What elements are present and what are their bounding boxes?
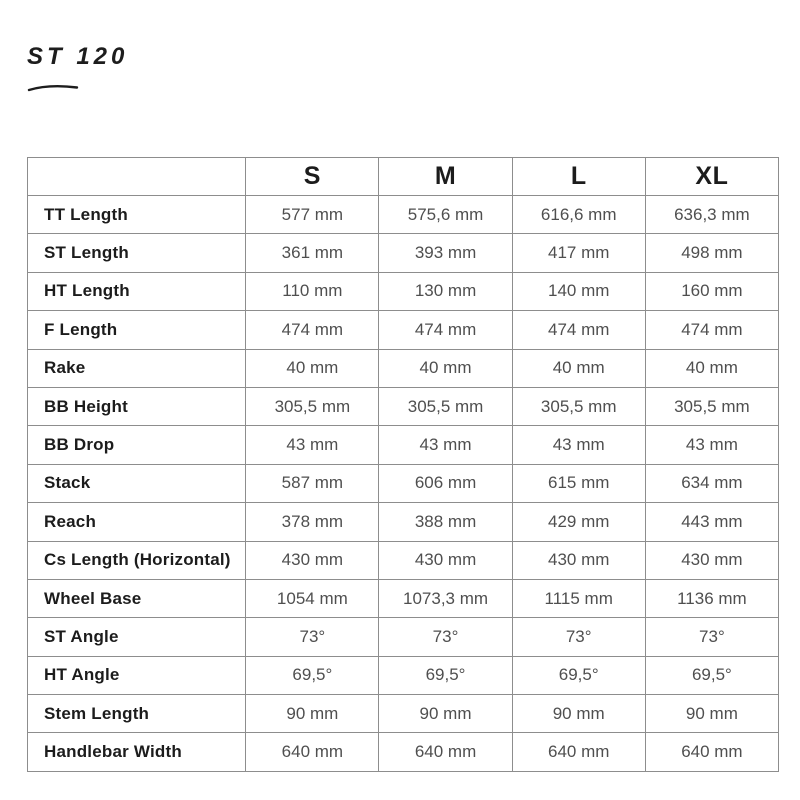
spec-value: 69,5° [379, 656, 512, 694]
spec-row-wheel-base [28, 579, 779, 617]
spec-row-f-length [28, 311, 779, 349]
spec-value: 640 mm [645, 733, 778, 771]
spec-label: Stem Length [28, 695, 246, 733]
size-header-xl: XL [645, 158, 778, 196]
spec-value: 305,5 mm [512, 387, 645, 425]
spec-row-st-angle [28, 618, 779, 656]
spec-label: BB Drop [28, 426, 246, 464]
spec-label: BB Height [28, 387, 246, 425]
spec-value: 587 mm [246, 464, 379, 502]
spec-value: 498 mm [645, 234, 778, 272]
spec-row-st-length [28, 234, 779, 272]
size-header-row [28, 158, 779, 196]
spec-value: 40 mm [512, 349, 645, 387]
spec-value: 90 mm [645, 695, 778, 733]
spec-value: 474 mm [379, 311, 512, 349]
spec-value: 640 mm [379, 733, 512, 771]
spec-value: 474 mm [645, 311, 778, 349]
spec-row-rake [28, 349, 779, 387]
spec-value: 73° [512, 618, 645, 656]
spec-value: 110 mm [246, 272, 379, 310]
spec-label: HT Length [28, 272, 246, 310]
spec-value: 40 mm [379, 349, 512, 387]
spec-label: F Length [28, 311, 246, 349]
spec-value: 40 mm [645, 349, 778, 387]
spec-value: 73° [246, 618, 379, 656]
spec-value: 90 mm [512, 695, 645, 733]
spec-value: 90 mm [379, 695, 512, 733]
spec-value: 378 mm [246, 503, 379, 541]
spec-value: 606 mm [379, 464, 512, 502]
spec-row-bb-height [28, 387, 779, 425]
spec-label: Rake [28, 349, 246, 387]
size-header-s: S [246, 158, 379, 196]
spec-label: ST Angle [28, 618, 246, 656]
spec-value: 69,5° [512, 656, 645, 694]
spec-label: HT Angle [28, 656, 246, 694]
spec-value: 73° [645, 618, 778, 656]
spec-value: 1073,3 mm [379, 579, 512, 617]
spec-value: 429 mm [512, 503, 645, 541]
spec-value: 636,3 mm [645, 196, 778, 234]
spec-value: 388 mm [379, 503, 512, 541]
spec-row-tt-length [28, 196, 779, 234]
spec-value: 40 mm [246, 349, 379, 387]
spec-value: 361 mm [246, 234, 379, 272]
spec-value: 160 mm [645, 272, 778, 310]
spec-row-ht-angle [28, 656, 779, 694]
spec-value: 443 mm [645, 503, 778, 541]
spec-row-cs-length [28, 541, 779, 579]
spec-row-reach [28, 503, 779, 541]
spec-value: 1136 mm [645, 579, 778, 617]
spec-value: 615 mm [512, 464, 645, 502]
spec-value: 69,5° [645, 656, 778, 694]
page-title: ST 120 [27, 43, 129, 70]
spec-row-stack [28, 464, 779, 502]
spec-value: 616,6 mm [512, 196, 645, 234]
size-header-l: L [512, 158, 645, 196]
spec-value: 43 mm [379, 426, 512, 464]
spec-label: Reach [28, 503, 246, 541]
spec-value: 90 mm [246, 695, 379, 733]
spec-value: 640 mm [512, 733, 645, 771]
spec-value: 577 mm [246, 196, 379, 234]
spec-value: 1115 mm [512, 579, 645, 617]
spec-value: 1054 mm [246, 579, 379, 617]
spec-label: Stack [28, 464, 246, 502]
spec-value: 640 mm [246, 733, 379, 771]
spec-label: Handlebar Width [28, 733, 246, 771]
spec-row-ht-length [28, 272, 779, 310]
spec-value: 634 mm [645, 464, 778, 502]
spec-value: 474 mm [246, 311, 379, 349]
spec-value: 430 mm [512, 541, 645, 579]
spec-row-handlebar-width [28, 733, 779, 771]
spec-value: 430 mm [246, 541, 379, 579]
spec-value: 393 mm [379, 234, 512, 272]
spec-value: 417 mm [512, 234, 645, 272]
spec-value: 130 mm [379, 272, 512, 310]
spec-value: 69,5° [246, 656, 379, 694]
spec-value: 43 mm [246, 426, 379, 464]
title-underline-swoosh [27, 82, 79, 94]
spec-value: 575,6 mm [379, 196, 512, 234]
spec-value: 305,5 mm [379, 387, 512, 425]
spec-value: 430 mm [645, 541, 778, 579]
spec-value: 73° [379, 618, 512, 656]
spec-value: 305,5 mm [246, 387, 379, 425]
spec-label: Cs Length (Horizontal) [28, 541, 246, 579]
size-header-m: M [379, 158, 512, 196]
spec-value: 474 mm [512, 311, 645, 349]
spec-label: ST Length [28, 234, 246, 272]
spec-row-stem-length [28, 695, 779, 733]
spec-label: TT Length [28, 196, 246, 234]
spec-value: 430 mm [379, 541, 512, 579]
spec-label: Wheel Base [28, 579, 246, 617]
spec-value: 305,5 mm [645, 387, 778, 425]
corner-cell [28, 158, 246, 196]
spec-value: 43 mm [512, 426, 645, 464]
spec-value: 140 mm [512, 272, 645, 310]
spec-value: 43 mm [645, 426, 778, 464]
spec-row-bb-drop [28, 426, 779, 464]
geometry-spec-table [27, 157, 779, 772]
